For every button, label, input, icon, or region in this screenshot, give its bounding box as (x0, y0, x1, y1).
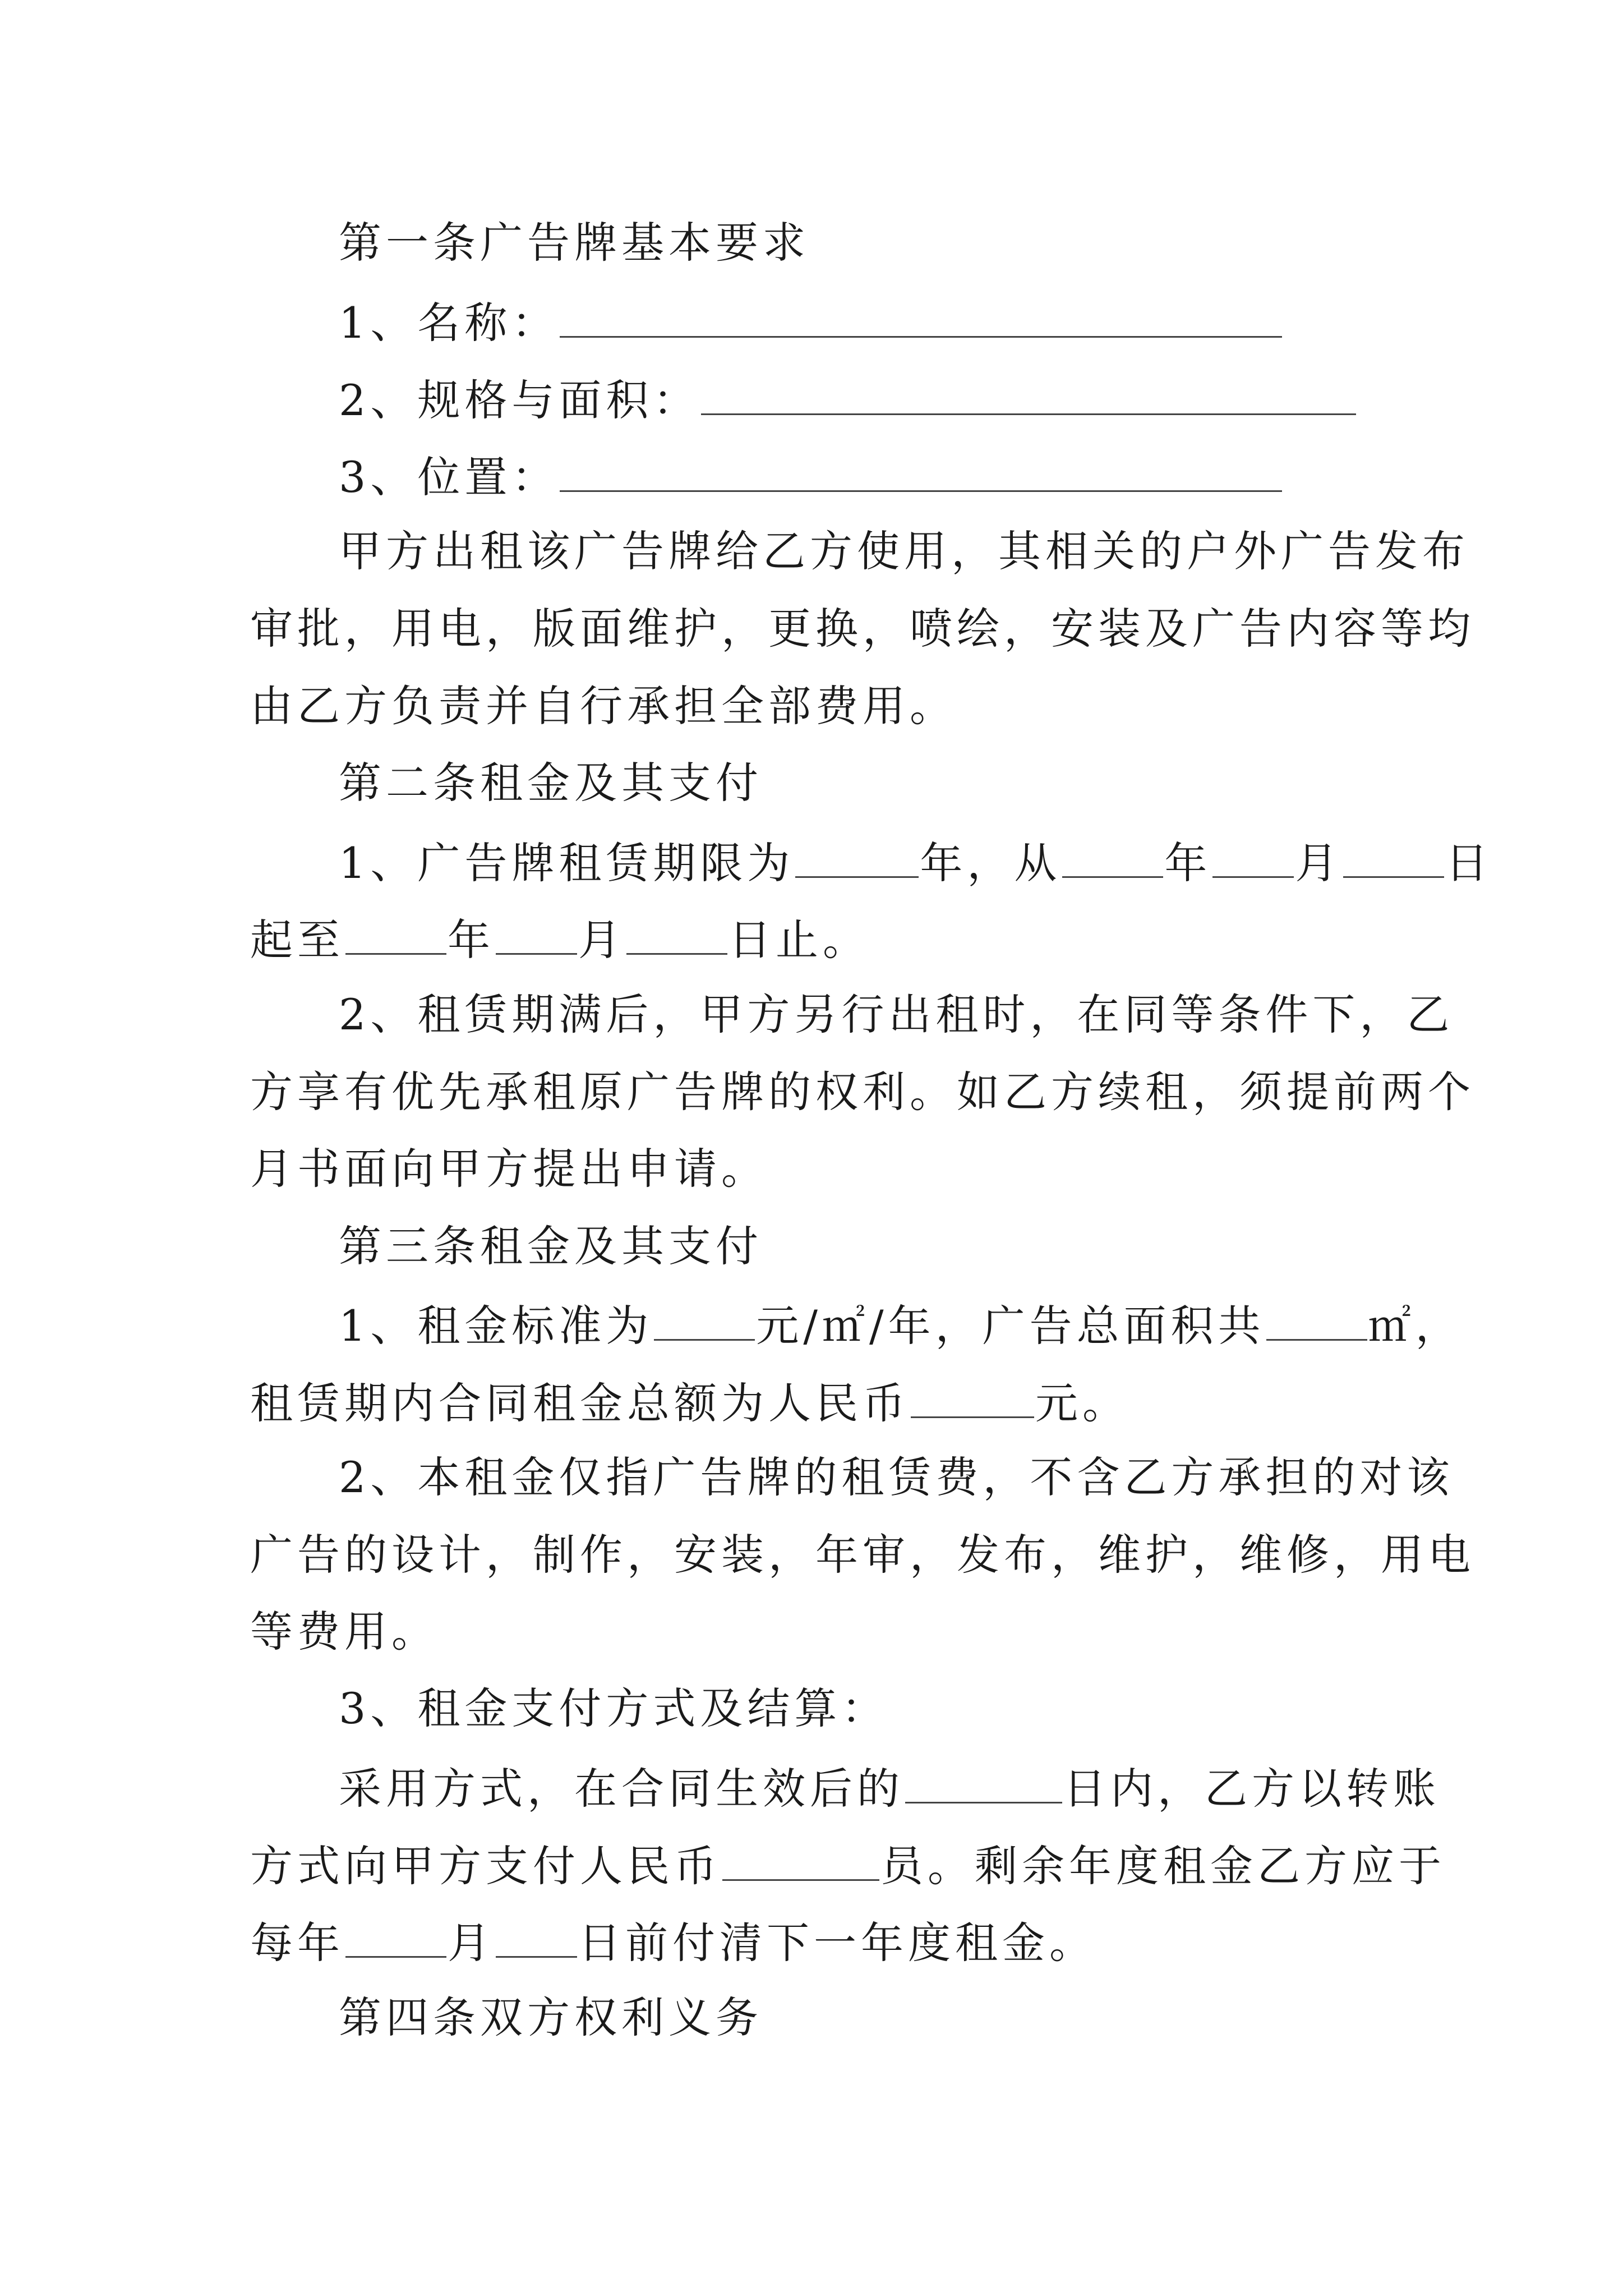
text-run: 每年 (250, 1918, 344, 1968)
article4-title: 第四条双方权利义务 (339, 1993, 763, 2042)
text-run: 月 (1295, 838, 1343, 888)
article1-para-line: 由乙方负责并自行承担全部费用。 (250, 681, 957, 731)
days-blank (905, 1765, 1062, 1803)
text-run: 年 (448, 915, 495, 965)
size-blank (701, 376, 1356, 415)
end-month-blank (496, 916, 577, 955)
article3-payment-line1 (339, 1764, 1440, 1814)
article1-para-line: 审批，用电，版面维护，更换，喷绘，安装及广告内容等均 (250, 604, 1475, 654)
text-run: 月 (578, 915, 625, 965)
article3-para-line: 广告的设计，制作，安装，年审，发布，维护，维修，用电 (250, 1530, 1475, 1580)
article2-title: 第二条租金及其支付 (339, 758, 763, 808)
name-blank (560, 299, 1282, 338)
years-blank (795, 839, 919, 878)
article3-rent-line2 (250, 1378, 1129, 1428)
article3-para-line: 2、本租金仅指广告牌的租赁费，不含乙方承担的对该 (339, 1452, 1454, 1502)
text-run: 日内，乙方以转账 (1063, 1764, 1440, 1814)
text-run: 1、租金标准为 (339, 1301, 653, 1351)
text-run: 方式向甲方支付人民币 (250, 1841, 721, 1891)
area-blank (1266, 1302, 1367, 1341)
article3-payment-line2 (250, 1841, 1446, 1891)
article3-payment-heading: 3、租金支付方式及结算： (339, 1683, 889, 1733)
article3-rent-line1 (339, 1301, 1463, 1351)
article1-item-size (339, 375, 1357, 425)
rent-rate-blank (654, 1302, 755, 1341)
text-run: 采用方式，在合同生效后的 (339, 1764, 904, 1814)
article2-term-line1 (339, 838, 1493, 888)
text-run: ㎡， (1368, 1301, 1463, 1351)
end-day-blank (626, 916, 727, 955)
pay-day-blank (496, 1919, 577, 1958)
start-day-blank (1343, 839, 1444, 878)
location-blank (560, 453, 1282, 492)
text-run: 1、广告牌租赁期限为 (339, 838, 795, 888)
article2-term-line2 (250, 915, 870, 965)
text-run: 月 (448, 1918, 495, 1968)
total-rent-blank (911, 1379, 1034, 1418)
article1-item-location (339, 452, 1283, 502)
text-run: 元/㎡/年，广告总面积共 (756, 1301, 1265, 1351)
article2-para-line: 方享有优先承租原广告牌的权利。如乙方续租，须提前两个 (250, 1067, 1475, 1117)
article3-para-line: 等费用。 (250, 1607, 439, 1657)
text-run: 年，从 (920, 838, 1062, 888)
article3-title: 第三条租金及其支付 (339, 1221, 763, 1271)
text-run: 租赁期内合同租金总额为人民币 (250, 1378, 910, 1428)
text-run: 年 (1164, 838, 1212, 888)
end-year-blank (345, 916, 446, 955)
start-year-blank (1062, 839, 1163, 878)
item-location-label: 3、位置： (339, 452, 559, 502)
text-run: 日止。 (728, 915, 870, 965)
start-month-blank (1212, 839, 1294, 878)
item-name-label: 1、名称： (339, 298, 559, 348)
article1-para-line: 甲方出租该广告牌给乙方使用，其相关的户外广告发布 (339, 526, 1469, 576)
text-run: 元。 (1035, 1378, 1129, 1428)
article3-payment-line3 (250, 1918, 1096, 1968)
article2-para-line: 2、租赁期满后，甲方另行出租时，在同等条件下，乙 (339, 990, 1454, 1039)
text-run: 日 (1445, 838, 1493, 888)
text-run: 员。剩余年度租金乙方应于 (880, 1841, 1446, 1891)
amount-blank (722, 1842, 879, 1881)
text-run: 日前付清下一年度租金。 (578, 1918, 1096, 1968)
item-size-label: 2、规格与面积： (339, 375, 700, 425)
text-run: 起至 (250, 915, 344, 965)
article2-para-line: 月书面向甲方提出申请。 (250, 1144, 768, 1194)
article1-title: 第一条广告牌基本要求 (339, 218, 810, 268)
article1-item-name (339, 298, 1283, 348)
pay-month-blank (345, 1919, 446, 1958)
